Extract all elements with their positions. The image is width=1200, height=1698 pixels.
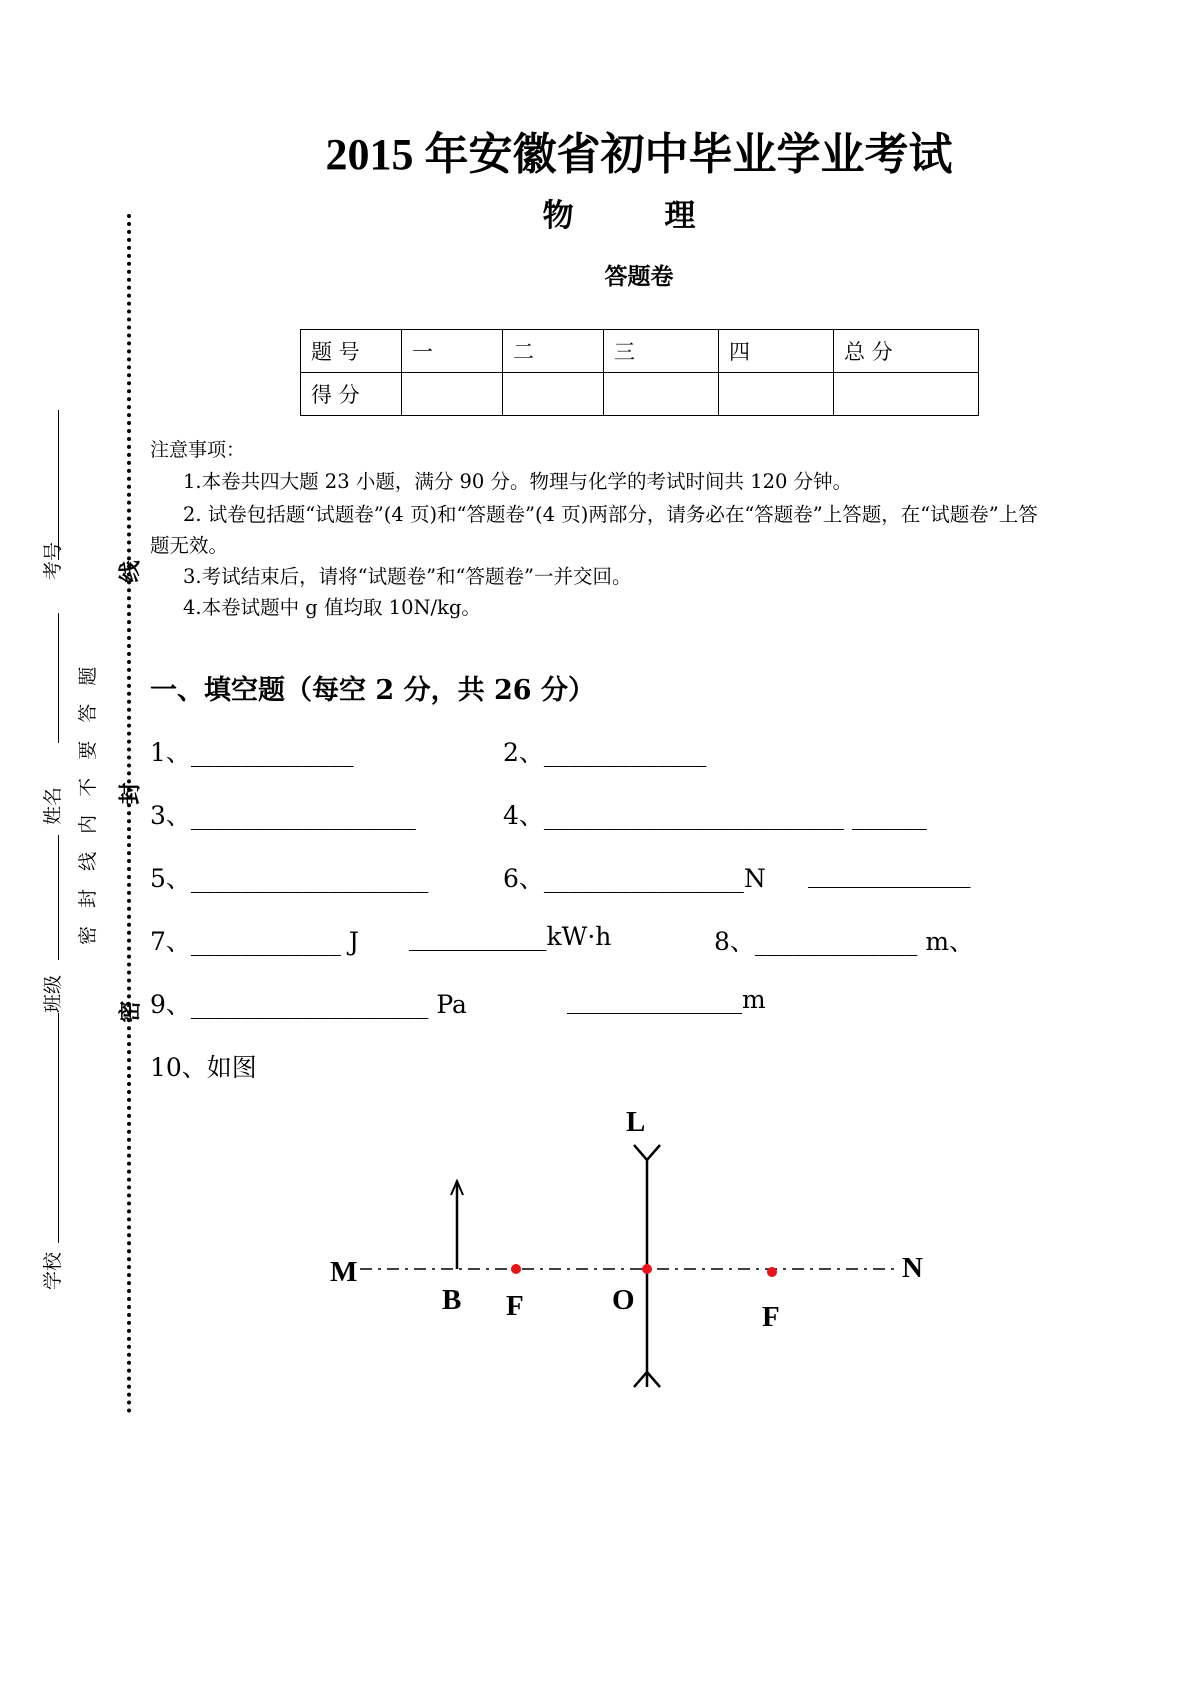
note-item: 1.本卷共四大题 23 小题，满分 90 分。物理与化学的考试时间共 120 分钟。	[183, 470, 853, 493]
table-cell: 四	[719, 330, 834, 373]
answer-line-q6[interactable]: 6、________________N	[503, 864, 766, 893]
score-table-header-row	[301, 330, 979, 373]
score-input-cell[interactable]	[834, 373, 979, 416]
answer-line-q6-second[interactable]: _____________	[808, 859, 971, 888]
subject-title: 物 理	[542, 198, 736, 234]
student-id-label: 考号	[42, 541, 64, 580]
focus-point-left	[511, 1264, 521, 1274]
class-line	[58, 835, 59, 960]
answer-line-q5[interactable]: 5、___________________	[150, 864, 429, 893]
label-L: L	[626, 1106, 646, 1138]
optical-center-point	[642, 1264, 652, 1274]
label-F-right: F	[762, 1301, 780, 1333]
section-heading: 一、填空题（每空 2 分，共 26 分）	[150, 675, 595, 706]
table-cell: 二	[503, 330, 604, 373]
name-line	[58, 613, 59, 743]
table-cell: 一	[402, 330, 503, 373]
label-N: N	[902, 1252, 923, 1284]
seal-char-seal: 封	[117, 782, 144, 805]
note-item: 3.考试结束后，请将“试题卷”和“答题卷”一并交回。	[183, 565, 632, 588]
score-input-cell[interactable]	[402, 373, 503, 416]
answer-line-q7-second[interactable]: ___________kW·h	[409, 922, 612, 951]
lens-diagram	[320, 1095, 940, 1395]
table-cell: 总 分	[834, 330, 979, 373]
score-input-cell[interactable]	[503, 373, 604, 416]
seal-char-line: 线	[117, 560, 144, 583]
question-10-label: 10、如图	[150, 1053, 257, 1082]
table-cell: 三	[604, 330, 719, 373]
answer-line-q2[interactable]: 2、_____________	[503, 738, 707, 767]
label-F-left: F	[506, 1290, 524, 1322]
answer-line-q1[interactable]: 1、_____________	[150, 738, 354, 767]
student-id-line	[58, 410, 59, 560]
name-label: 姓名	[42, 786, 64, 825]
answer-line-q3[interactable]: 3、__________________	[150, 801, 416, 830]
note-item: 题无效。	[150, 534, 229, 557]
score-input-cell[interactable]	[604, 373, 719, 416]
do-not-answer-warning: 密 封 线 内 不 要 答 题	[77, 660, 99, 945]
answer-sheet-label: 答题卷	[604, 263, 674, 290]
class-label: 班级	[42, 974, 64, 1013]
seal-char-secret: 密	[117, 1000, 144, 1023]
table-cell: 题 号	[301, 330, 402, 373]
label-O: O	[612, 1284, 635, 1316]
score-table	[300, 329, 979, 416]
notes-title: 注意事项：	[150, 439, 246, 461]
answer-line-q9[interactable]: 9、___________________ Pa	[150, 990, 467, 1019]
score-input-cell[interactable]	[719, 373, 834, 416]
lens-top-arrow	[634, 1145, 660, 1160]
school-label: 学校	[42, 1251, 64, 1290]
binding-dotted-line	[127, 214, 131, 1414]
answer-line-q7[interactable]: 7、____________ J	[150, 927, 359, 956]
label-B: B	[442, 1284, 462, 1316]
page-title: 2015 年安徽省初中毕业学业考试	[325, 130, 953, 179]
answer-line-q9-second[interactable]: ______________m	[567, 985, 766, 1014]
note-item: 4.本卷试题中 g 值均取 10N/kg。	[183, 596, 481, 619]
answer-line-q8[interactable]: 8、_____________ m、	[714, 927, 975, 956]
label-M: M	[330, 1256, 358, 1288]
answer-line-q4[interactable]: 4、________________________ ______	[503, 801, 927, 830]
focus-point-right	[767, 1267, 777, 1277]
school-line	[58, 1013, 59, 1243]
note-item: 2. 试卷包括题“试题卷”(4 页)和“答题卷”(4 页)两部分，请务必在“答题卷”上答题，在“试题卷”上答	[183, 503, 1038, 526]
score-table-score-row	[301, 373, 979, 416]
table-cell: 得 分	[301, 373, 402, 416]
